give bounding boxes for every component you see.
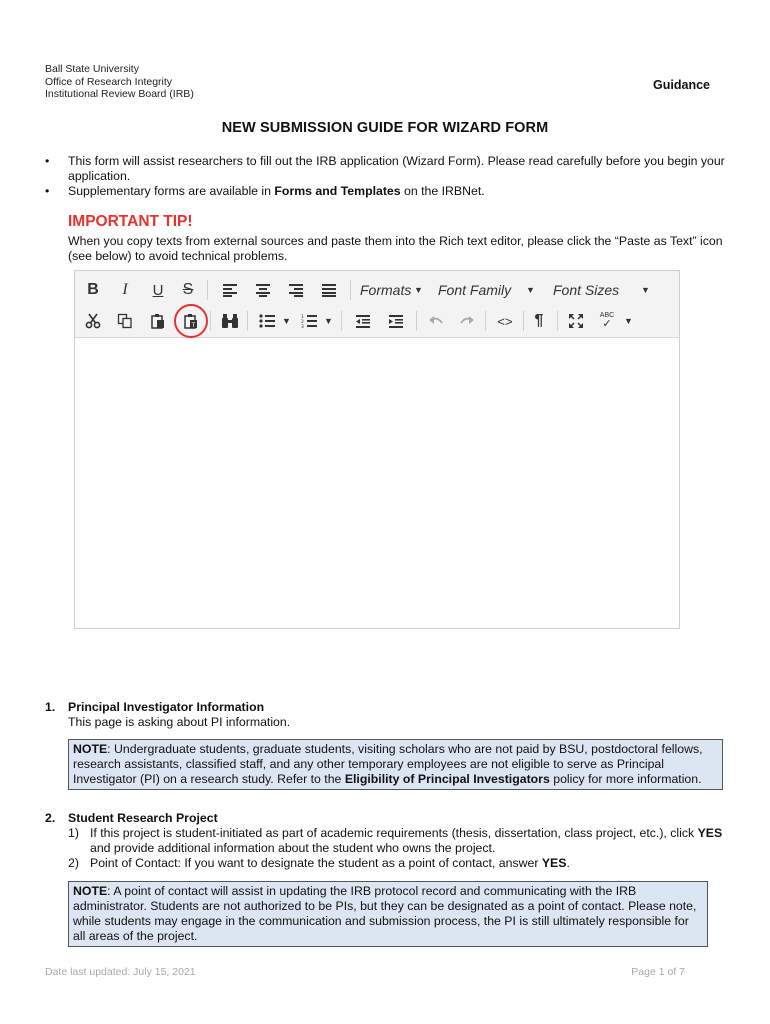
formats-dropdown[interactable]: Formats	[360, 282, 412, 298]
toolbar-divider	[485, 311, 486, 331]
outdent-icon[interactable]	[351, 310, 375, 332]
toolbar-divider	[350, 280, 351, 300]
toolbar-divider	[207, 280, 208, 300]
list-item: • Supplementary forms are available in Forms and Templates on the IRBNet.	[45, 184, 485, 198]
paste-icon[interactable]	[146, 310, 170, 332]
page-title: NEW SUBMISSION GUIDE FOR WIZARD FORM	[221, 120, 549, 136]
cut-icon[interactable]	[81, 310, 105, 332]
section-desc: This page is asking about PI information.	[68, 715, 291, 729]
copy-icon[interactable]	[113, 310, 137, 332]
svg-text:1: 1	[301, 315, 304, 320]
toolbar-divider	[416, 311, 417, 331]
last-updated: Date last updated: July 15, 2021	[45, 966, 196, 978]
redo-icon[interactable]	[455, 310, 479, 332]
policy-link-text: Eligibility of Principal Investigators	[344, 772, 550, 786]
rich-text-editor	[74, 270, 680, 629]
toolbar-divider	[247, 311, 248, 331]
svg-text:T: T	[191, 322, 196, 329]
tip-text: When you copy texts from external sources and paste them into the Rich text editor, please click the “Paste as Text” icon (see below) to avoid technical problems.	[68, 234, 723, 263]
list-item: 2) Point of Contact: If you want to designate the student as a point of contact, answer YES.	[68, 856, 570, 870]
chevron-down-icon[interactable]: ▼	[641, 285, 650, 295]
section-title: Student Research Project	[68, 811, 218, 825]
align-right-icon[interactable]	[284, 279, 308, 301]
org-line: Ball State University	[45, 63, 139, 75]
section-title: Principal Investigator Information	[68, 700, 265, 714]
org-header	[45, 63, 194, 101]
chevron-down-icon[interactable]: ▼	[324, 316, 333, 326]
undo-icon[interactable]	[424, 310, 448, 332]
align-left-icon[interactable]	[218, 279, 242, 301]
svg-text:3: 3	[301, 325, 304, 328]
align-justify-icon[interactable]	[317, 279, 341, 301]
toolbar-divider	[557, 311, 558, 331]
paragraph-icon[interactable]: ¶	[534, 312, 544, 329]
note-box: NOTE: A point of contact will assist in updating the IRB protocol record and communicating with the IRB administrator. Students are not authorized to be PIs, but they can be designated as a point of contact. Please note, while students may engage in the communication and submission process, the PI is still ultimately responsible for all areas of the project.	[68, 881, 708, 947]
numbered-list-icon[interactable]	[297, 310, 321, 332]
list-item: • This form will assist researchers to fill out the IRB application (Wizard Form). Please read carefully before you begin your application.	[45, 154, 725, 183]
forms-link-text: Forms and Templates	[274, 184, 401, 198]
chevron-down-icon[interactable]: ▼	[526, 285, 535, 295]
toolbar-divider	[341, 311, 342, 331]
chevron-down-icon[interactable]: ▼	[624, 316, 633, 326]
editor-toolbar	[75, 271, 679, 338]
org-line: Institutional Review Board (IRB)	[45, 88, 194, 100]
italic-icon[interactable]: I	[122, 281, 128, 298]
fullscreen-icon[interactable]	[564, 310, 588, 332]
doc-type-label: Guidance	[653, 78, 710, 92]
chevron-down-icon[interactable]: ▼	[414, 285, 423, 295]
strikethrough-icon[interactable]: S	[182, 281, 194, 298]
find-icon[interactable]	[218, 310, 242, 332]
org-line: Office of Research Integrity	[45, 75, 173, 88]
section-number: 2.	[45, 811, 56, 825]
bold-icon[interactable]: B	[87, 281, 99, 298]
font-family-dropdown[interactable]: Font Family	[438, 282, 512, 298]
spellcheck-icon[interactable]: ABC ✓	[599, 312, 615, 330]
list-item: 1) If this project is student-initiated as part of academic requirements (thesis, dissertation, class project, etc.), click YES and provide additional information about the student who owns the project.	[68, 826, 723, 855]
section-number: 1.	[45, 700, 56, 714]
indent-icon[interactable]	[384, 310, 408, 332]
note-box: NOTE: Undergraduate students, graduate students, visiting scholars who are not paid by BSU, postdoctoral fellows, research assistants, classified staff, and any other temporary employees are not eligible to serve as Principal Investigator (PI) on a research study. Refer to the Eligibility of Principal Investigators policy for more information.	[68, 739, 723, 790]
align-center-icon[interactable]	[251, 279, 275, 301]
toolbar-divider	[523, 311, 524, 331]
source-code-icon[interactable]: <>	[497, 313, 513, 329]
font-sizes-dropdown[interactable]: Font Sizes	[553, 282, 620, 298]
toolbar-divider	[210, 311, 211, 331]
highlight-circle	[174, 304, 208, 338]
underline-icon[interactable]: U	[152, 281, 164, 299]
tip-title: IMPORTANT TIP!	[68, 213, 193, 230]
intro-bullets	[45, 154, 725, 199]
page-number: Page 1 of 7	[631, 966, 685, 978]
bullet-list-icon[interactable]	[255, 310, 279, 332]
svg-text:2: 2	[301, 320, 304, 325]
chevron-down-icon[interactable]: ▼	[282, 316, 291, 326]
